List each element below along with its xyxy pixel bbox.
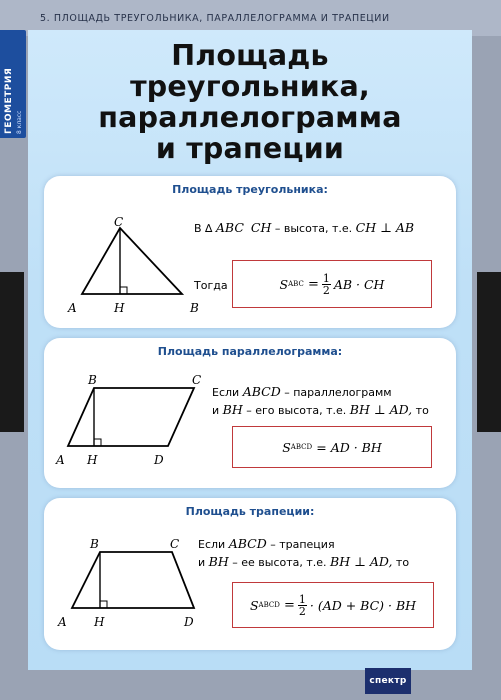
trapezoid-label-d: D [184,615,194,629]
line2-prefix: и [198,556,206,569]
trapezoid-heading: Площадь трапеции: [185,505,315,518]
trapezoid-label-b: B [90,537,99,551]
line1-text: – трапеция [270,538,335,551]
formula-rest: · (AD + BC) · BH [309,597,417,613]
parallelogram-heading: Площадь параллелограмма: [157,345,343,358]
cond-abc: ABC [215,220,244,235]
triangle-label-b: B [190,301,199,315]
then-label: Тогда [194,279,228,292]
line2-end: то [395,556,410,569]
parallelogram-formula-box [232,426,432,468]
line1-figure: ABCD [242,384,281,399]
triangle-shape [82,228,182,294]
line2-prefix: и [212,404,220,417]
triangle-label-h: H [114,301,125,315]
left-side-strip [0,272,24,432]
page-title [28,40,472,164]
parallelogram-shape [68,388,194,446]
cond-text: – высота, т.е. [274,222,353,235]
parallelogram-label-c: C [192,373,202,387]
title-line-1: Площадь [171,39,329,72]
formula-subscript: ABC [288,280,304,288]
formula-s: S [282,439,291,455]
title-line-3: параллелограмма [98,101,402,134]
line1-text: – параллелограмм [284,386,392,399]
triangle-card [44,176,456,328]
fraction-one-half [322,273,331,296]
grade-label: 8 класс [16,110,23,134]
trapezoid-shape [72,552,194,608]
delta-symbol: ∆ [205,222,213,235]
publisher-logo: спектр [365,668,411,694]
cond-prefix: В [194,222,202,235]
fraction-denominator: 2 [298,604,306,618]
header-caption: 5. ПЛОЩАДЬ ТРЕУГОЛЬНИКА, ПАРАЛЛЕЛОГРАММА И ТРАПЕЦИИ [40,13,390,24]
triangle-formula-box [232,260,432,308]
triangle-condition [194,220,414,235]
line2-end: то [415,404,429,417]
formula-s: S [279,276,289,292]
title-line-4: и трапеции [155,132,345,165]
cond-relation: CH ⊥ AB [355,220,415,235]
formula-subscript: ABCD [258,601,280,609]
triangle-heading: Площадь треугольника: [172,183,328,196]
trapezoid-line-2 [198,554,409,569]
parallelogram-label-a: A [56,453,65,467]
formula-rest: AB · CH [333,276,385,292]
fraction-numerator: 1 [298,592,306,606]
trapezoid-line-1 [198,536,335,551]
triangle-label-a: A [68,301,77,315]
parallelogram-diagram [54,370,214,470]
trapezoid-label-a: A [58,615,67,629]
line2-text: – его высота, т.е. [246,404,347,417]
trapezoid-label-h: H [94,615,105,629]
right-angle-mark [94,439,101,446]
subject-tab-label: ГЕОМЕТРИЯ [4,67,14,134]
trapezoid-diagram [54,536,214,636]
parallelogram-label-h: H [87,453,98,467]
parallelogram-label-b: B [88,373,97,387]
right-angle-mark [120,287,127,294]
line2-bh: BH [208,554,229,569]
formula-rest: = AD · BH [316,439,382,455]
parallelogram-line-1 [212,384,392,399]
right-angle-mark [100,601,107,608]
fraction-denominator: 2 [322,283,330,297]
line1-prefix: Если [198,538,226,551]
formula-subscript: ABCD [290,443,313,451]
line1-prefix: Если [212,386,240,399]
right-side-strip [477,272,501,432]
trapezoid-label-c: C [170,537,180,551]
parallelogram-line-2 [212,402,429,417]
parallelogram-label-d: D [154,453,164,467]
title-line-2: треугольника, [130,70,370,103]
line2-text: – ее высота, т.е. [232,556,327,569]
parallelogram-card [44,338,456,488]
fraction-one-half [298,594,307,617]
formula-s: S [249,597,259,613]
fraction-numerator: 1 [322,271,330,285]
cond-ch: CH [250,220,272,235]
line2-bh: BH [222,402,243,417]
line1-figure: ABCD [228,536,267,551]
formula-equals: = [307,276,319,292]
trapezoid-card [44,498,456,650]
triangle-label-c: C [114,216,124,229]
line2-relation: BH ⊥ AD, [349,402,413,417]
trapezoid-formula-box [232,582,434,628]
subject-tab [0,30,26,138]
triangle-diagram [62,216,212,316]
formula-equals: = [283,597,295,613]
line2-relation: BH ⊥ AD, [330,554,393,569]
